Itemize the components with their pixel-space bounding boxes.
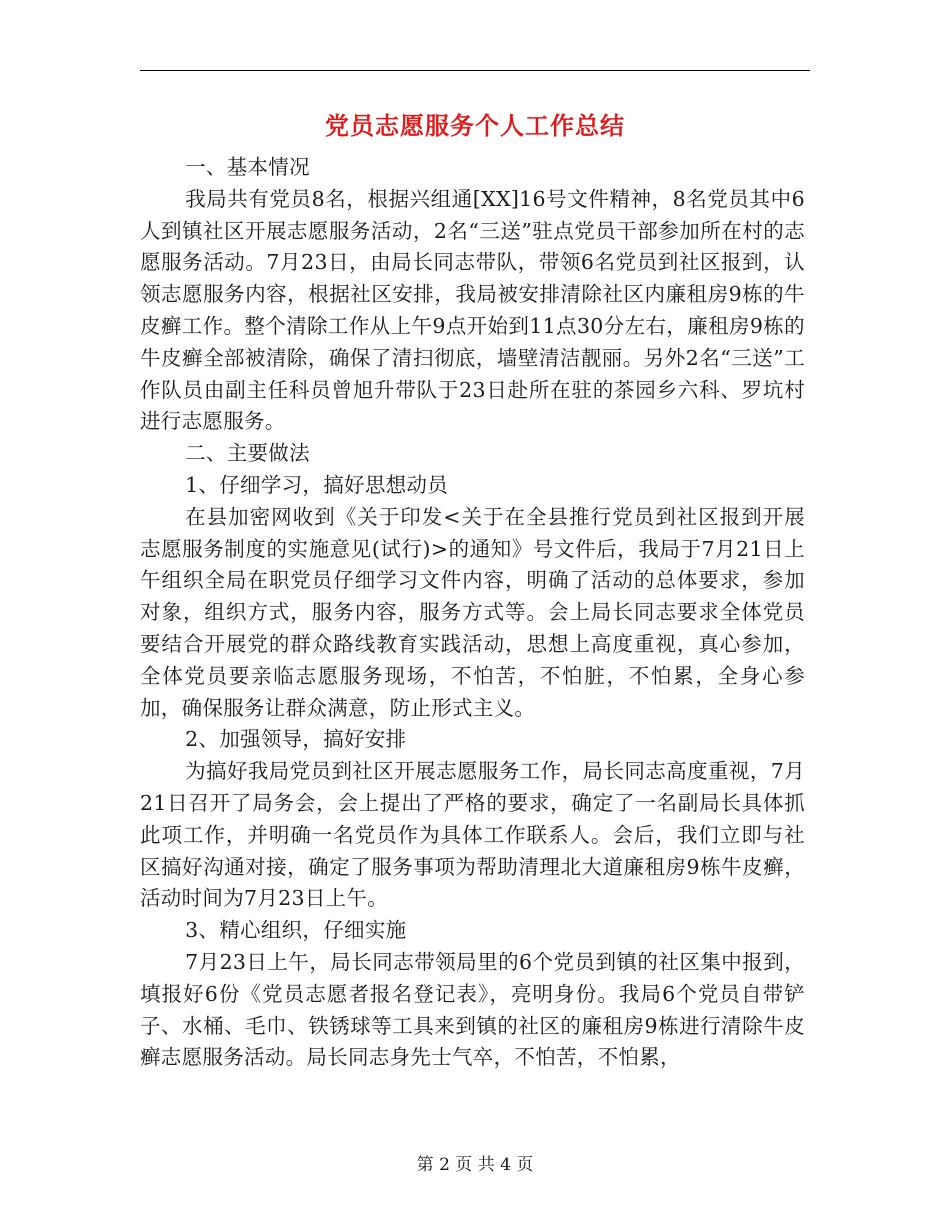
subheading-leadership: 2、加强领导，搞好安排 xyxy=(185,727,407,752)
section-heading-main-practices: 二、主要做法 xyxy=(185,441,310,466)
paragraph-study: 在县加密网收到《关于印发<关于在全县推行党员到社区报到开展志愿服务制度的实施意见(试行)>的通知》号文件后，我局于7月21日上午组织全局在职党员仔细学习文件内容，明确了活动的总体要求，参加对象，组织方式，服务内容，服务方式等。会上局长同志要求全体党员要结合开展党的群众路线教育实践活动，思想上高度重视，真心参加，全体党员要亲临志愿服务现场，不怕苦，不怕脏，不怕累，全身心参加，确保服务让群众满意，防止形式主义。 xyxy=(140,504,805,720)
subheading-organization: 3、精心组织，仔细实施 xyxy=(185,918,407,943)
subheading-study: 1、仔细学习，搞好思想动员 xyxy=(185,472,449,497)
paragraph-basic-situation: 我局共有党员8名，根据兴组通[XX]16号文件精神，8名党员其中6人到镇社区开展志愿服务活动，2名“三送”驻点党员干部参加所在村的志愿服务活动。7月23日，由局长同志带队，带领6名党员到社区报到，认领志愿服务内容，根据社区安排，我局被安排清除社区内廉租房9栋的牛皮癣工作。整个清除工作从上午9点开始到11点30分左右，廉租房9栋的牛皮癣全部被清除，确保了清扫彻底，墙壁清洁靓丽。另外2名“三送”工作队员由副主任科员曾旭升带队于23日赴所在驻的茶园乡六科、罗坑村进行志愿服务。 xyxy=(140,186,805,434)
document-body xyxy=(140,152,805,1074)
document-title: 党员志愿服务个人工作总结 xyxy=(325,111,625,140)
header-rule xyxy=(140,70,810,71)
paragraph-organization: 7月23日上午，局长同志带领局里的6个党员到镇的社区集中报到，填报好6份《党员志愿者报名登记表》，亮明身份。我局6个党员自带铲子、水桶、毛巾、铁锈球等工具来到镇的社区的廉租房9栋进行清除牛皮癣志愿服务活动。局长同志身先士气卒，不怕苦，不怕累， xyxy=(140,949,805,1070)
page-number-footer: 第 2 页 共 4 页 xyxy=(416,1155,534,1175)
paragraph-leadership: 为搞好我局党员到社区开展志愿服务工作，局长同志高度重视，7月21日召开了局务会，会上提出了严格的要求，确定了一名副局长具体抓此项工作，并明确一名党员作为具体工作联系人。会后，我们立即与社区搞好沟通对接，确定了服务事项为帮助清理北大道廉租房9栋牛皮癣，活动时间为7月23日上午。 xyxy=(140,759,805,911)
section-heading-basic-situation: 一、基本情况 xyxy=(185,155,310,179)
